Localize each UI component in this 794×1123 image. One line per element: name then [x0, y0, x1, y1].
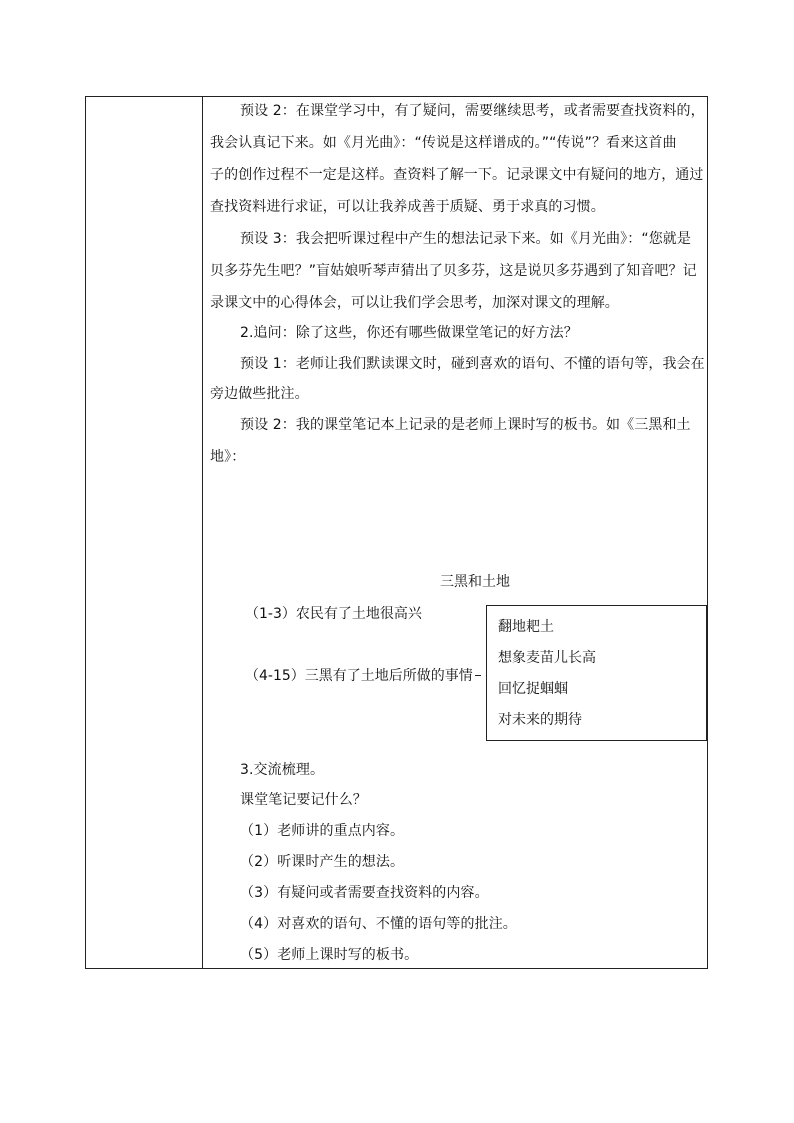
table-column-divider [202, 96, 203, 969]
text-line: 旁边做些批注。 [210, 386, 309, 402]
text-line: 我会认真记下来。如《月光曲》：“传说是这样谱成的。”“传说”？看来这首曲 [210, 135, 677, 151]
board-box-item: 翻地耙土 [498, 619, 554, 635]
board-box-item: 想象麦苗儿长高 [498, 650, 596, 666]
board-left-item: （4-15）三黑有了土地后所做的事情 [245, 668, 473, 684]
board-box-item: 回忆捉蝈蝈 [498, 681, 568, 697]
summary-question: 课堂笔记要记什么？ [240, 792, 367, 808]
board-connector [475, 675, 481, 676]
text-line: 贝多芬先生吧？”盲姑娘听琴声猜出了贝多芬，这是说贝多芬遇到了知音吧？记 [210, 263, 697, 279]
board-left-item: （1-3）农民有了土地很高兴 [245, 606, 422, 622]
board-box [486, 605, 707, 741]
text-line: 预设 2：在课堂学习中，有了疑问，需要继续思考，或者需要查找资料的， [240, 103, 705, 119]
summary-item: （5）老师上课时写的板书。 [240, 947, 419, 963]
text-line: 子的创作过程不一定是这样。查资料了解一下。记录课文中有疑问的地方，通过 [210, 167, 704, 183]
text-line: 预设 3：我会把听课过程中产生的想法记录下来。如《月光曲》：“您就是 [240, 231, 692, 247]
board-title: 三黑和土地 [440, 574, 510, 590]
summary-item: （4）对喜欢的语句、不懂的语句等的批注。 [240, 916, 517, 932]
summary-item: （2）听课时产生的想法。 [240, 854, 405, 870]
summary-item: （3）有疑问或者需要查找资料的内容。 [240, 885, 489, 901]
summary-heading: 3.交流梳理。 [240, 762, 325, 778]
text-line: 预设 1：老师让我们默读课文时，碰到喜欢的语句、不懂的语句等，我会在 [240, 356, 705, 372]
text-line: 地》： [210, 449, 246, 465]
text-line: 录课文中的心得体会，可以让我们学会思考，加深对课文的理解。 [210, 295, 619, 311]
text-line: 查找资料进行求证，可以让我养成善于质疑、勇于求真的习惯。 [210, 199, 605, 215]
text-line: 2.追问：除了这些，你还有哪些做课堂笔记的好方法？ [240, 325, 578, 341]
summary-item: （1）老师讲的重点内容。 [240, 823, 405, 839]
board-box-item: 对未来的期待 [498, 712, 582, 728]
text-line: 预设 2：我的课堂笔记本上记录的是老师上课时写的板书。如《三黑和土 [240, 417, 691, 433]
